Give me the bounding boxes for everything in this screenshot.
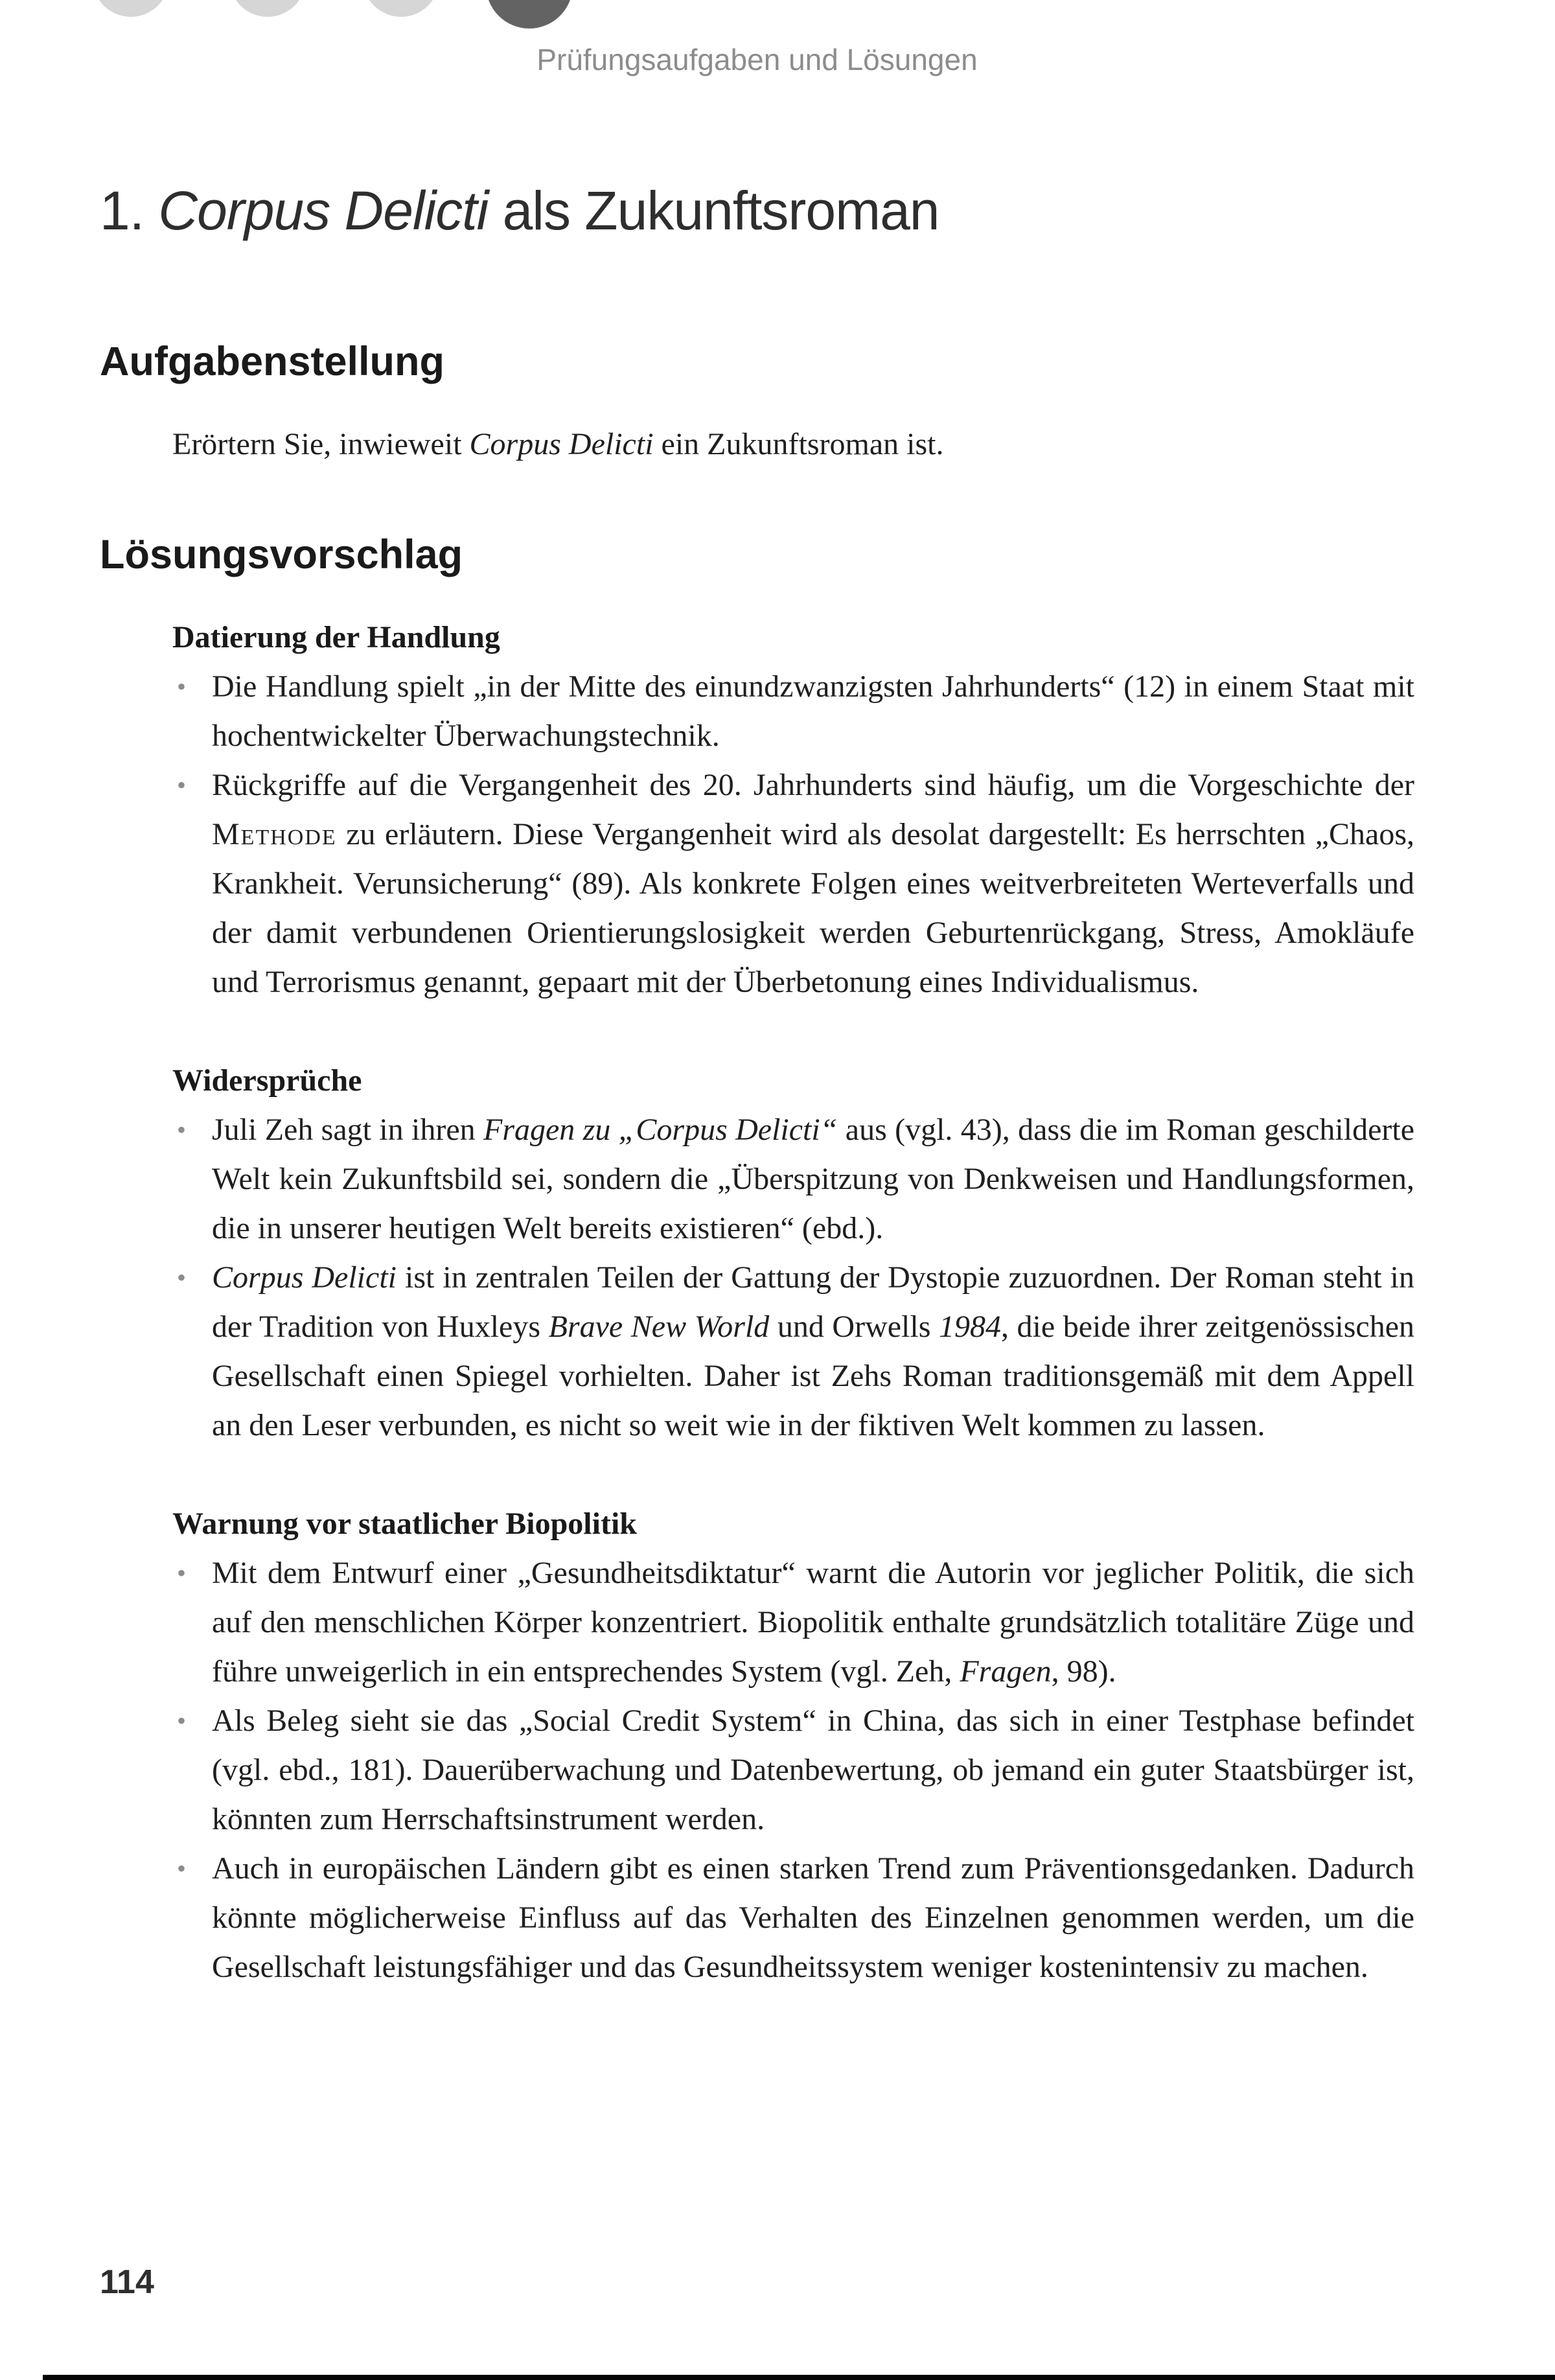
bullet-icon: • — [177, 1263, 187, 1292]
chapter-tab-circle-active — [486, 0, 573, 29]
bullet-text: Auch in europäischen Ländern gibt es einen starken Trend zum Präventionsgedanken. Dadurch könnte möglicherweise Einfluss auf das Verhalten des Einzelnen genommen werden, um die Gesellschaft leistungsfähiger und das Gesundheitssystem weniger kostenintensiv zu machen. — [212, 1851, 1414, 1984]
subsection-heading: Warnung vor staatlicher Biopolitik — [172, 1507, 637, 1541]
list-item — [172, 1844, 1414, 1992]
bullet-icon: • — [177, 1115, 187, 1144]
bullet-text: Juli Zeh sagt in ihren Fragen zu „Corpus Delicti“ aus (vgl. 43), dass die im Roman geschilderte Welt kein Zukunftsbild sei, sondern die „Überspitzung von Denkweisen und Handlungsformen, die in unserer heutigen Welt bereits existieren“ (ebd.). — [212, 1113, 1415, 1245]
task-text: Erörtern Sie, inwieweit Corpus Delicti ein Zukunftsroman ist. — [172, 427, 944, 461]
bullet-text: Corpus Delicti ist in zentralen Teilen der Gattung der Dystopie zuzuordnen. Der Roman steht in der Tradition von Huxleys Brave New World und Orwells 1984, die beide ihrer zeitgenössischen Gesellschaft einen Spiegel vorhielten. Daher ist Zehs Roman traditionsgemäß mit dem Appell an den Leser verbunden, es nicht so weit wie in der fiktiven Welt kommen zu lassen. — [212, 1260, 1415, 1442]
chapter-tab-circle — [229, 0, 306, 17]
page-bottom-edge — [43, 2375, 1555, 2380]
subsection-heading: Widersprüche — [172, 1063, 362, 1098]
list-item — [172, 662, 1414, 761]
bullet-icon: • — [177, 1854, 187, 1883]
solution-section-datierung — [172, 613, 1414, 1007]
solution-section-biopolitik — [172, 1499, 1414, 1992]
chapter-tab-strip — [0, 0, 1555, 39]
section-heading-aufgabenstellung: Aufgabenstellung — [100, 339, 444, 384]
bullet-icon: • — [177, 672, 187, 701]
page-title: 1. Corpus Delicti als Zukunftsroman — [100, 180, 939, 241]
bullet-list — [172, 662, 1414, 1007]
bullet-icon: • — [177, 1558, 187, 1588]
list-item — [172, 1253, 1414, 1450]
solution-body — [172, 613, 1414, 1992]
list-item — [172, 1549, 1414, 1696]
bullet-text: Mit dem Entwurf einer „Gesundheitsdiktatur“ warnt die Autorin vor jeglicher Politik, die sich auf den menschlichen Körper konzentriert. Biopolitik enthalte grundsätzlich totalitäre Züge und führe unweigerlich in ein entsprechendes System (vgl. Zeh, Fragen, 98). — [212, 1556, 1414, 1689]
bullet-list — [172, 1105, 1414, 1450]
list-item — [172, 1105, 1414, 1253]
bullet-text: Die Handlung spielt „in der Mitte des einundzwanzigsten Jahrhunderts“ (12) in einem Staat mit hochentwickelter Überwachungstechnik. — [212, 669, 1414, 753]
bullet-list — [172, 1549, 1414, 1992]
bullet-icon: • — [177, 770, 187, 800]
list-item — [172, 1696, 1414, 1844]
running-header: Prüfungsaufgaben und Lösungen — [536, 43, 978, 76]
bullet-icon: • — [177, 1706, 187, 1735]
subsection-heading: Datierung der Handlung — [172, 620, 500, 654]
bullet-text: Als Beleg sieht sie das „Social Credit System“ in China, das sich in einer Testphase befindet (vgl. ebd., 181). Dauerüberwachung und Datenbewertung, ob jemand ein guter Staatsbürger ist, könnten zum Herrschaftsinstrument werden. — [212, 1704, 1414, 1836]
section-heading-loesungsvorschlag: Lösungsvorschlag — [100, 532, 463, 577]
bullet-text: Rückgriffe auf die Vergangenheit des 20. Jahrhunderts sind häufig, um die Vorgeschichte der Methode zu erläutern. Diese Vergangenheit wird als desolat dargestellt: Es herrschten „Chaos, Krankheit. Verunsicherung“ (89). Als konkrete Folgen eines weitverbreiteten Werteverfalls und der damit verbundenen Orientierungslosigkeit werden Geburtenrückgang, Stress, Amokläufe und Terrorismus genannt, gepaart mit der Überbetonung eines Individualismus. — [212, 768, 1414, 999]
chapter-tab-circle — [93, 0, 169, 17]
list-item — [172, 761, 1414, 1007]
chapter-tab-circle — [363, 0, 439, 17]
solution-section-widersprueche — [172, 1056, 1414, 1450]
page-number: 114 — [100, 2263, 154, 2301]
